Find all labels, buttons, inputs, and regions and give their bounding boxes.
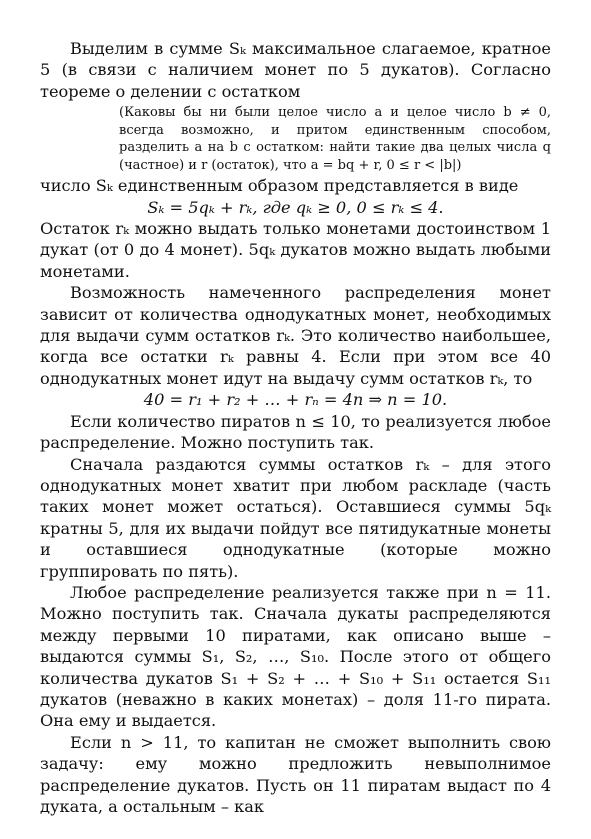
- paragraph-n-11: Любое распределение реализуется также при n = 11. Можно поступить так. Сначала дукаты распределяются между первыми 10 пиратами, как описано выше – выдаются суммы S₁, S₂, …, S₁₀. После этого от общего количества дукатов S₁ + S₂ + … + S₁₀ + S₁₁ остается S₁₁ дукатов (неважно в каких монетах) – доля 11-го пирата. Она ему и выдается.: [40, 582, 551, 731]
- paragraph-remainder: Остаток rₖ можно выдать только монетами достоинством 1 дукат (от 0 до 4 монет). 5qₖ дукатов можно выдать любыми монетами.: [40, 219, 551, 281]
- paragraph-n-gt-11: Если n > 11, то капитан не сможет выполнить свою задачу: ему можно предложить невыполнимое распределение дукатов. Пусть он 11 пиратам выдаст по 4 дуката, а остальным – как: [40, 732, 551, 816]
- formula-sum-remainders: 40 = r₁ + r₂ + … + rₙ = 4n ⇒ n = 10.: [143, 390, 448, 410]
- paragraph-pirates-le-10: Если количество пиратов n ≤ 10, то реализуется любое распределение. Можно поступить так.: [40, 411, 551, 453]
- paragraph-intro: Выделим в сумме Sₖ максимальное слагаемое, кратное 5 (в связи с наличием монет по 5 дукатов). Согласно теореме о делении с остатком: [40, 39, 551, 101]
- document-page: [40, 38, 551, 817]
- paragraph-distribute-remainders: Сначала раздаются суммы остатков rₖ – для этого однодукатных монет хватит при любом раскладе (часть таких монет может остаться). Оставшиеся суммы 5qₖ кратны 5, для их выдачи пойдут все пятидукатные монеты и оставшиеся однодукатные (которые можно группировать по пять).: [40, 454, 551, 581]
- paragraph-representation: число Sₖ единственным образом представляется в виде: [40, 176, 519, 196]
- paragraph-possibility: Возможность намеченного распределения монет зависит от количества однодукатных монет, необходимых для выдачи сумм остатков rₖ. Это количество наибольшее, когда все остатки rₖ равны 4. Если при этом все 40 однодукатных монет идут на выдачу сумм остатков rₖ, то: [40, 283, 551, 388]
- formula-decomposition: Sₖ = 5qₖ + rₖ, где qₖ ≥ 0, 0 ≤ rₖ ≤ 4.: [147, 197, 444, 217]
- theorem-note: (Каковы бы ни были целое число a и целое число b ≠ 0, всегда возможно, и притом единственным способом, разделить a на b с остатком: найти такие два целых числа q (частное) и r (остаток), что a = bq + r, 0 ≤ r < |b|): [119, 105, 551, 173]
